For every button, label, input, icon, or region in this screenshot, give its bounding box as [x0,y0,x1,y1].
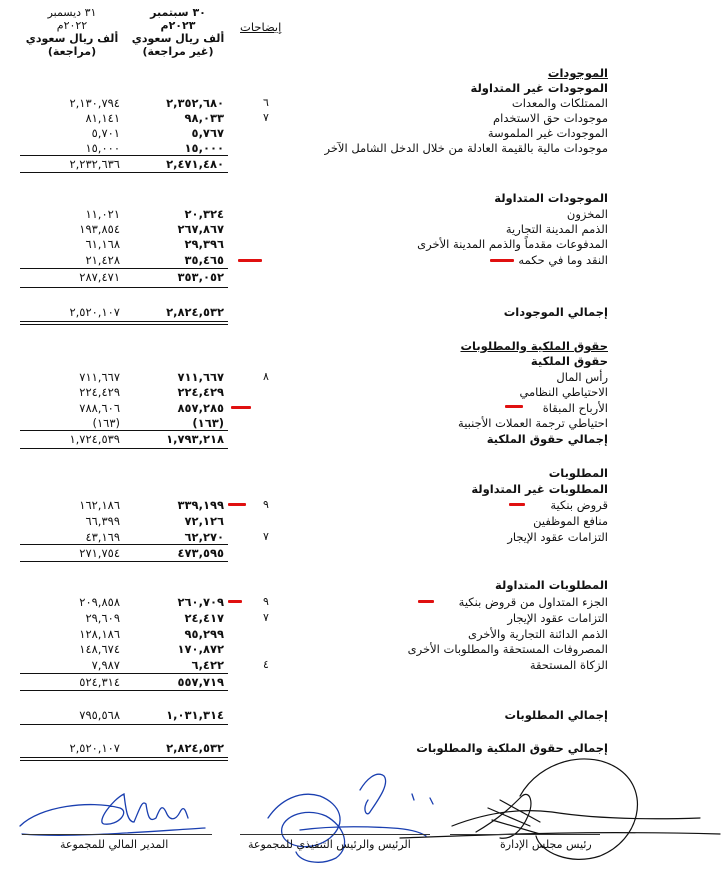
row-note: ٧ [263,530,269,543]
row-note: ٦ [263,96,269,109]
total-liabilities-2023: ١,٠٣١,٣١٤ [166,708,224,722]
cfo-signature-label: المدير المالي للمجموعة [60,838,169,851]
chairman-signature-line [450,834,600,835]
total-assets-2023: ٢,٨٢٤,٥٣٢ [166,305,224,319]
total-liabilities-label: إجمالي المطلوبات [504,708,608,722]
row-value-2023: ٧١١,٦٦٧ [177,370,224,384]
row-label: الاحتياطي النظامي [519,385,608,399]
grand-total-2023: ٢,٨٢٤,٥٣٢ [166,741,224,755]
row-note: ٨ [263,370,269,383]
row-value-2023: ٢٠,٣٢٤ [184,207,224,221]
row-value-2023: ٩٨,٠٣٣ [184,111,224,125]
highlight-mark [231,406,251,409]
current-liabilities-total-2023: ٥٥٧,٧١٩ [177,675,224,689]
row-value-2023: ٢٦٧,٨٦٧ [177,222,224,236]
col-2023-status: (غير مراجعة) [142,45,214,58]
highlight-mark [418,600,434,603]
row-label: المدفوعات مقدماً والذمم المدينة الأخرى [417,237,608,251]
subtotal-rule [20,287,228,288]
row-value-2022: ٤٣,١٦٩ [85,530,120,544]
row-note: ٧ [263,111,269,124]
row-value-2022: ٢٢٤,٤٢٩ [79,385,120,399]
total-liabilities-2022: ٧٩٥,٥٦٨ [79,708,120,722]
row-label: التزامات عقود الإيجار [507,611,608,625]
subtotal-rule [20,155,228,156]
row-value-2023: (١٦٣) [192,416,224,430]
row-value-2023: ٢٢٤,٤٢٩ [177,385,224,399]
liabilities-title: المطلوبات [548,466,608,480]
subtotal-rule [20,430,228,431]
row-value-2023: ٢٤,٤١٧ [184,611,224,625]
col-2022-status: (مراجعة) [47,45,97,58]
col-2022-unit: ألف ريال سعودي [25,32,119,45]
row-value-2022: ١٦٢,١٨٦ [79,498,120,512]
row-label: الأرباح المبقاة [542,401,608,415]
total-equity-label: إجمالي حقوق الملكية [486,432,608,446]
current-assets-title: الموجودات المتداولة [494,191,608,205]
row-value-2022: ٧٨٨,٦٠٦ [79,401,120,415]
row-value-2023: ١٥,٠٠٠ [184,141,224,155]
row-value-2022: ٦٦,٣٩٩ [85,514,120,528]
subtotal-rule [20,673,228,674]
row-value-2023: ٥,٧٦٧ [191,126,224,140]
highlight-mark [490,259,514,262]
row-value-2023: ٦٢,٢٧٠ [184,530,224,544]
row-label: رأس المال [556,370,608,384]
col-2023-year: ٢٠٢٣م [160,19,196,32]
row-note: ٩ [263,595,269,608]
row-label: قروض بنكية [550,498,608,512]
row-value-2022: ٧,٩٨٧ [91,658,120,672]
total-assets-2022: ٢,٥٢٠,١٠٧ [69,305,120,319]
row-value-2022: ١١,٠٢١ [85,207,120,221]
highlight-mark [228,600,242,603]
row-label: الموجودات غير الملموسة [487,126,608,140]
highlight-mark [505,405,523,408]
subtotal-rule [20,448,228,449]
noncurrent-liabilities-total-2022: ٢٧١,٧٥٤ [79,546,120,560]
noncurrent-assets-total-2022: ٢,٢٣٢,٦٣٦ [69,157,120,171]
row-value-2022: ١٢٨,١٨٦ [79,627,120,641]
row-label: المصروفات المستحقة والمطلوبات الأخرى [407,642,608,656]
grand-total-label: إجمالي حقوق الملكية والمطلوبات [416,741,608,755]
total-assets-label: إجمالي الموجودات [503,305,608,319]
row-label: موجودات مالية بالقيمة العادلة من خلال الدخل الشامل الآخر [324,141,608,155]
subtotal-rule [20,724,228,725]
current-assets-total-2022: ٢٨٧,٤٧١ [79,270,120,284]
row-value-2022: (١٦٣) [92,416,120,430]
row-value-2023: ٢,٣٥٢,٦٨٠ [166,96,224,110]
chairman-signature-label: رئيس مجلس الإدارة [500,838,592,851]
row-value-2022: ٢,١٣٠,٧٩٤ [69,96,120,110]
row-value-2023: ٢٦٠,٧٠٩ [177,595,224,609]
col-2023-header [128,6,228,58]
notes-header: إيضاحات [240,20,282,34]
ceo-signature-label: الرئيس والرئيس التنفيذي للمجموعة [248,838,411,851]
col-2022-date: ٣١ ديسمبر [47,6,97,19]
grand-total-2022: ٢,٥٢٠,١٠٧ [69,741,120,755]
highlight-mark [238,259,262,262]
current-assets-total-2023: ٣٥٣,٠٥٢ [177,270,224,284]
subtotal-rule [20,268,228,269]
noncurrent-liabilities-total-2023: ٤٧٣,٥٩٥ [177,546,224,560]
ceo-signature-line [240,834,430,835]
row-value-2023: ١٧٠,٨٧٢ [177,642,224,656]
row-value-2023: ٩٥,٢٩٩ [184,627,224,641]
cfo-signature-line [22,834,212,835]
assets-title: الموجودات [547,66,608,80]
subtotal-rule [20,544,228,545]
row-note: ٧ [263,611,269,624]
row-label: التزامات عقود الإيجار [507,530,608,544]
row-value-2022: ٢٠٩,٨٥٨ [79,595,120,609]
highlight-mark [228,503,246,506]
row-label: الجزء المتداول من قروض بنكية [458,595,608,609]
equity-title: حقوق الملكية [530,354,608,368]
row-label: منافع الموظفين [533,514,608,528]
row-value-2022: ٢٩,٦٠٩ [85,611,120,625]
row-value-2023: ٣٣٩,١٩٩ [177,498,224,512]
noncurrent-assets-total-2023: ٢,٤٧١,٤٨٠ [166,157,224,171]
col-2023-unit: ألف ريال سعودي [131,32,225,45]
row-value-2022: ٥,٧٠١ [91,126,120,140]
col-2022-year: ٢٠٢٢م [56,19,88,32]
total-equity-2022: ١,٧٢٤,٥٣٩ [69,432,120,446]
total-equity-2023: ١,٧٩٣,٢١٨ [166,432,224,446]
row-value-2022: ١٩٣,٨٥٤ [79,222,120,236]
row-value-2023: ٦,٤٢٢ [191,658,224,672]
highlight-mark [509,503,525,506]
row-value-2023: ٢٩,٣٩٦ [184,237,224,251]
row-label: الزكاة المستحقة [529,658,608,672]
current-liabilities-total-2022: ٥٢٤,٣١٤ [79,675,120,689]
noncurrent-liabilities-title: المطلوبات غير المتداولة [471,482,608,496]
noncurrent-assets-title: الموجودات غير المتداولة [470,81,608,95]
total-double-rule [20,321,228,325]
col-2023-date: ٣٠ سبتمبر [150,6,206,19]
row-value-2023: ٣٥,٤٦٥ [184,253,224,267]
subtotal-rule [20,172,228,173]
col-2022-header [22,6,122,58]
row-label: الذمم الدائنة التجارية والأخرى [467,627,608,641]
row-value-2022: ٧١١,٦٦٧ [79,370,120,384]
row-note: ٩ [263,498,269,511]
row-label: احتياطي ترجمة العملات الأجنبية [458,416,608,430]
row-value-2022: ٢١,٤٢٨ [85,253,120,267]
row-note: ٤ [263,658,269,671]
total-double-rule [20,757,228,761]
row-label: النقد وما في حكمه [518,253,608,267]
row-label: الممتلكات والمعدات [511,96,608,110]
row-label: الذمم المدينة التجارية [505,222,608,236]
equity-liabilities-title: حقوق الملكية والمطلوبات [460,339,608,353]
subtotal-rule [20,561,228,562]
subtotal-rule [20,690,228,691]
current-liabilities-title: المطلوبات المتداولة [495,578,608,592]
row-label: المخزون [566,207,608,221]
row-value-2023: ٧٢,١٢٦ [184,514,224,528]
row-value-2022: ١٥,٠٠٠ [85,141,120,155]
row-value-2023: ٨٥٧,٢٨٥ [177,401,224,415]
row-value-2022: ٨١,١٤١ [85,111,120,125]
row-value-2022: ١٤٨,٦٧٤ [79,642,120,656]
row-label: موجودات حق الاستخدام [493,111,608,125]
row-value-2022: ٦١,١٦٨ [85,237,120,251]
